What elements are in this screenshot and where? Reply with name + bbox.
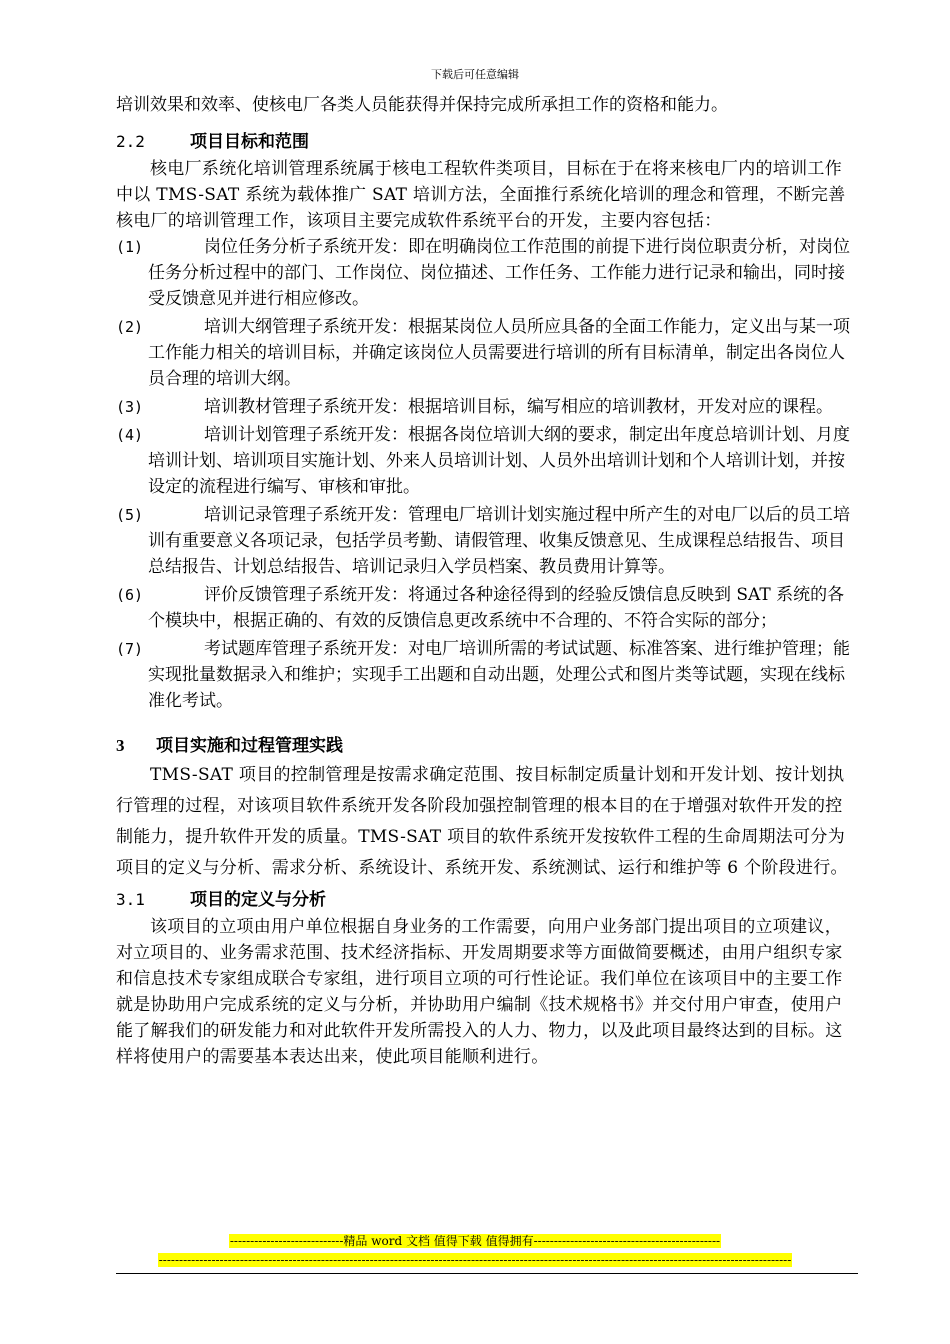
section-2-2-heading [116,128,858,156]
list-text: 评价反馈管理子系统开发：将通过各种途径得到的经验反馈信息反映到 SAT 系统的各个模块中，根据正确的、有效的反馈信息更改系统中不合理的、不符合实际的部分； [148,585,845,631]
list-text: 考试题库管理子系统开发：对电厂培训所需的考试试题、标准答案、进行维护管理；能实现批量数据录入和维护；实现手工出题和自动出题，处理公式和图片类等试题，实现在线标准化考试。 [148,639,850,711]
section-title: 项目实施和过程管理实践 [156,736,343,756]
section-3-1-heading [116,886,858,914]
list-text: 培训教材管理子系统开发：根据培训目标，编写相应的培训教材，开发对应的课程。 [204,397,833,417]
document-body [116,90,858,1070]
footer-divider [116,1273,858,1274]
page-header: 下载后可任意编辑 [431,68,519,81]
section-number: 2.2 [116,132,145,151]
section-3-heading [116,732,858,760]
scope-list [116,234,858,714]
section-number: 3 [116,736,125,755]
list-number: (5) [116,506,144,524]
list-number: (4) [116,426,144,444]
list-number: (6) [116,586,144,604]
list-number: (2) [116,318,144,336]
list-number: (1) [116,238,144,256]
section-3-paragraph: TMS-SAT 项目的控制管理是按需求确定范围、按目标制定质量计划和开发计划、按计划执行管理的过程，对该项目软件系统开发各阶段加强控制管理的根本目的在于增强对软件开发的控制能力，提升软件开发的质量。TMS-SAT 项目的软件系统开发按软件工程的生命周期法可分为项目的定义与分析、需求分析、系统设计、系统开发、系统测试、运行和维护等 6 个阶段进行。 [116,765,848,878]
list-item [116,502,858,580]
section-number: 3.1 [116,890,145,909]
page-footer [0,1232,950,1270]
list-text: 岗位任务分析子系统开发：即在明确岗位工作范围的前提下进行岗位职责分析，对岗位任务分析过程中的部门、工作岗位、岗位描述、工作任务、工作能力进行记录和输出，同时接受反馈意见并进行相应修改。 [148,237,850,309]
list-item [116,582,858,634]
section-3-1-paragraph: 该项目的立项由用户单位根据自身业务的工作需要，向用户业务部门提出项目的立项建议，对立项目的、业务需求范围、技术经济指标、开发周期要求等方面做简要概述，由用户组织专家和信息技术专家组成联合专家组，进行项目立项的可行性论证。我们单位在该项目中的主要工作就是协助用户完成系统的定义与分析，并协助用户编制《技术规格书》并交付用户审查，使用户能了解我们的研发能力和对此软件开发所需投入的人力、物力，以及此项目最终达到的目标。这样将使用户的需要基本表达出来，使此项目能顺利进行。 [116,917,843,1067]
list-item [116,394,858,420]
list-number: (3) [116,398,144,416]
list-text: 培训计划管理子系统开发：根据各岗位培训大纲的要求，制定出年度总培训计划、月度培训计划、培训项目实施计划、外来人员培训计划、人员外出培训计划和个人培训计划，并按设定的流程进行编写、审核和审批。 [148,425,850,497]
list-text: 培训记录管理子系统开发：管理电厂培训计划实施过程中所产生的对电厂以后的员工培训有重要意义各项记录，包括学员考勤、请假管理、收集反馈意见、生成课程总结报告、项目总结报告、计划总结报告、培训记录归入学员档案、教员费用计算等。 [148,505,850,577]
footer-dash-line: ------------------------------------------------------------------------------------------------------------------------------------------------------------ [158,1253,792,1267]
list-number: (7) [116,640,144,658]
footer-banner: ----------------------------精品 word 文档 值得下载 值得拥有---------------------------------------------- [229,1234,721,1248]
list-item [116,234,858,312]
section-title: 项目的定义与分析 [190,890,326,910]
list-item [116,314,858,392]
section-title: 项目目标和范围 [190,132,309,152]
list-item [116,636,858,714]
list-text: 培训大纲管理子系统开发：根据某岗位人员所应具备的全面工作能力，定义出与某一项工作能力相关的培训目标，并确定该岗位人员需要进行培训的所有目标清单，制定出各岗位人员合理的培训大纲。 [148,317,850,389]
section-2-2-paragraph: 核电厂系统化培训管理系统属于核电工程软件类项目，目标在于在将来核电厂内的培训工作中以 TMS-SAT 系统为载体推广 SAT 培训方法，全面推行系统化培训的理念和管理，不断完善核电厂的培训管理工作，该项目主要完成软件系统平台的开发，主要内容包括： [116,159,846,231]
list-item [116,422,858,500]
intro-line: 培训效果和效率、使核电厂各类人员能获得并保持完成所承担工作的资格和能力。 [116,95,728,115]
